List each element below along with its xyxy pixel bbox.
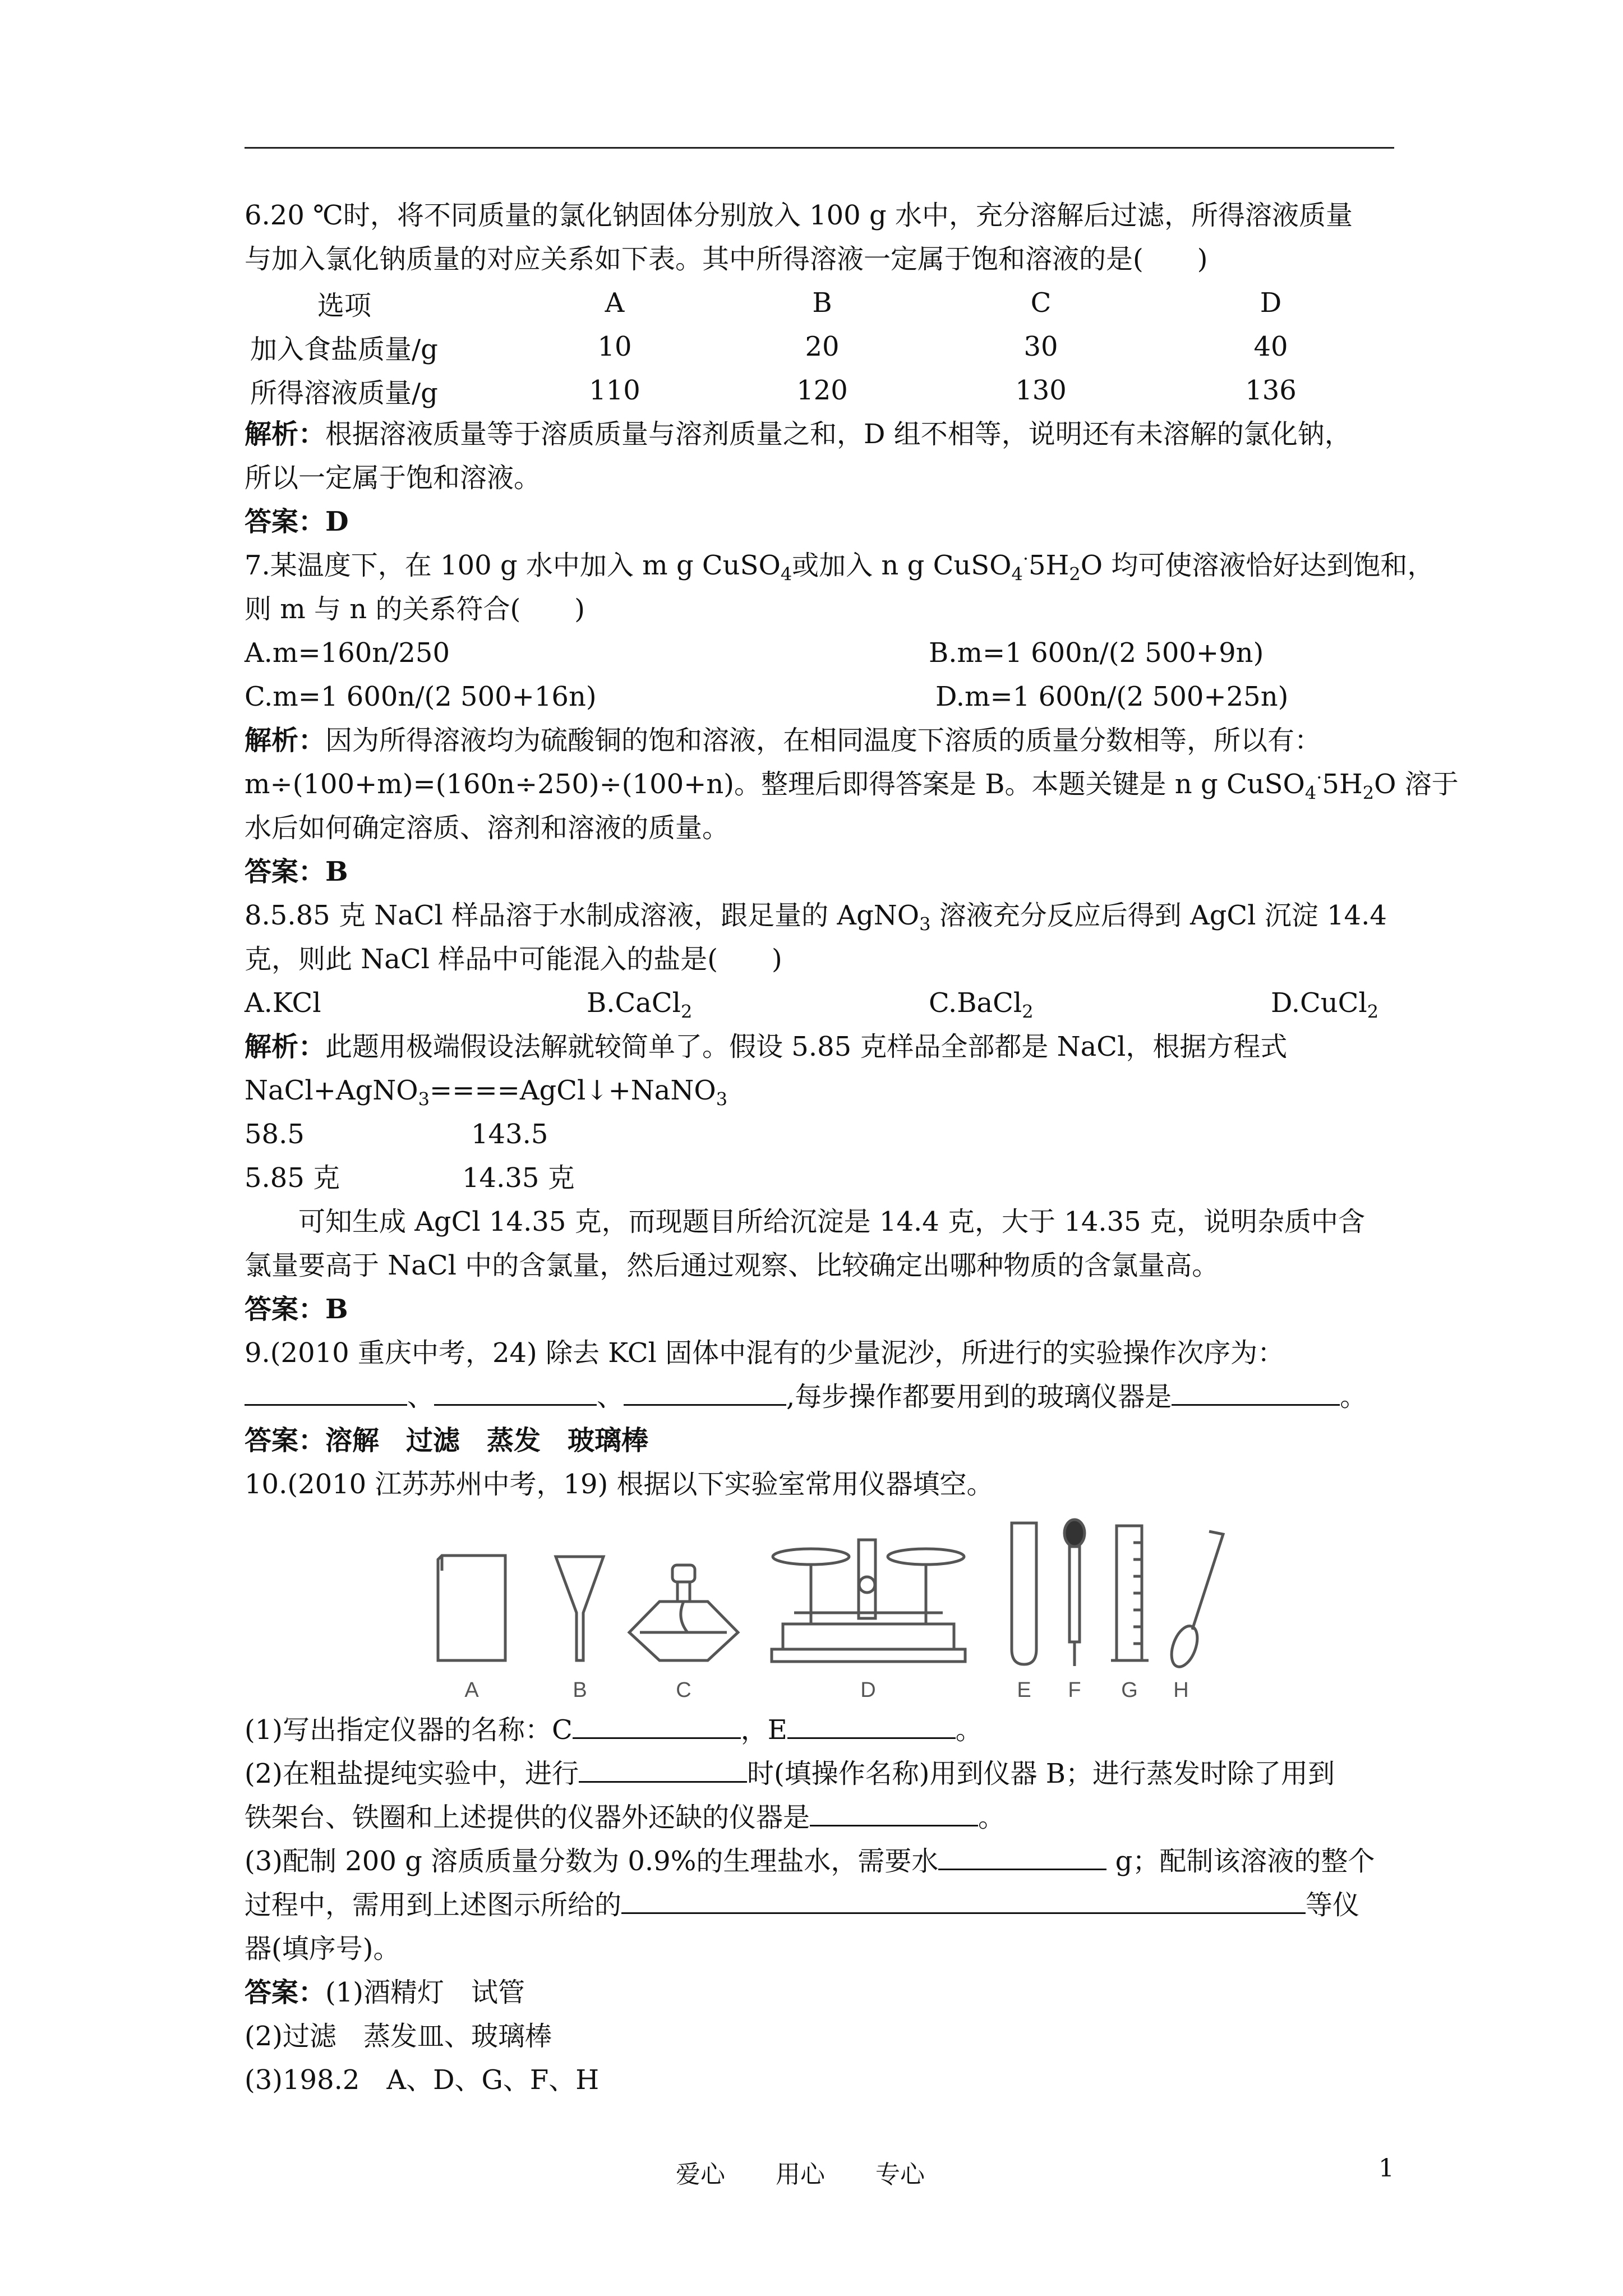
- table-cell: 加入食盐质量/g: [250, 333, 438, 365]
- answer-blank[interactable]: [245, 1382, 407, 1406]
- figure-label: C: [676, 1678, 691, 1702]
- analysis-text: 根据溶液质量等于溶质质量与溶剂质量之和，D 组不相等，说明还有未溶解的氯化钠，: [325, 418, 1352, 450]
- answer-label: 答案：: [245, 1294, 326, 1325]
- footer-word: 专心: [875, 2160, 925, 2189]
- q6-stem-line2: 与加入氯化钠质量的对应关系如下表。其中所得溶液一定属于饱和溶液的是( ): [245, 243, 1208, 275]
- q6-analysis-line2: 所以一定属于饱和溶液。: [245, 462, 541, 494]
- text: O 均可使溶液恰好达到饱和，: [1080, 550, 1435, 581]
- balance-icon: [772, 1540, 965, 1662]
- q10-part2-line1: [245, 1752, 1394, 1796]
- text: ====AgCl↓+NaNO: [430, 1075, 716, 1106]
- figure-label: H: [1173, 1678, 1189, 1702]
- text: 过程中，需用到上述图示所给的: [245, 1889, 622, 1921]
- q10-stem: 10.(2010 江苏苏州中考，19) 根据以下实验室常用仪器填空。: [245, 1469, 994, 1500]
- header-rule: [245, 147, 1394, 149]
- subscript: 4: [780, 563, 792, 585]
- table-row: [250, 369, 1389, 412]
- q8-options: [245, 981, 1394, 1025]
- q9-stem-line1: 9.(2010 重庆中考，24) 除去 KCl 固体中混有的少量泥沙，所进行的实验操作次序为：: [245, 1337, 1285, 1369]
- option-a: A.KCl: [245, 987, 321, 1019]
- q8-answer: [245, 1287, 1394, 1331]
- footer-motto: [676, 2154, 975, 2190]
- answer-blank[interactable]: [434, 1382, 597, 1406]
- text: 14.35 克: [462, 1162, 575, 1194]
- text: 58.5: [245, 1119, 305, 1150]
- table-cell: 选项: [317, 289, 372, 321]
- figure-label: B: [573, 1678, 587, 1702]
- analysis-text: 因为所得溶液均为硫酸铜的饱和溶液，在相同温度下溶质的质量分数相等，所以有：: [325, 725, 1322, 756]
- text: 143.5: [471, 1119, 548, 1150]
- q10-part3-line3: 器(填序号)。: [245, 1933, 400, 1964]
- q6-answer: [245, 500, 1394, 544]
- content: [245, 194, 1459, 2102]
- q6-table: [250, 281, 1389, 412]
- q8-analysis-line1: [245, 1025, 1394, 1069]
- text: NaCl+AgNO: [245, 1075, 418, 1106]
- q8-mass-line2: [245, 1156, 1394, 1200]
- table-cell: C: [1030, 287, 1052, 319]
- table-cell: D: [1260, 287, 1282, 319]
- subscript: 3: [919, 913, 931, 935]
- answer-text: B: [325, 856, 348, 887]
- figure-label: A: [464, 1678, 479, 1702]
- table-row: [250, 325, 1389, 369]
- answer-label: 答案：: [245, 1977, 326, 2008]
- q7-stem-line2: 则 m 与 n 的关系符合( ): [245, 593, 585, 625]
- q10-part2-line2: [245, 1796, 1394, 1839]
- subscript: 2: [1069, 563, 1081, 585]
- answer-label: 答案：: [245, 856, 326, 887]
- answer-label: 答案：: [245, 1425, 326, 1456]
- text: ，E: [740, 1714, 787, 1746]
- table-cell: A: [605, 287, 625, 319]
- q10-answer-line2: (2)过滤 蒸发皿、玻璃棒: [245, 2021, 552, 2052]
- option-b: [587, 981, 929, 1025]
- subscript: 2: [1367, 1001, 1379, 1023]
- q8-analysis-line3: 氯量要高于 NaCl 中的含氯量，然后通过观察、比较确定出哪种物质的含氯量高。: [245, 1250, 1219, 1281]
- text: 。: [1340, 1381, 1367, 1412]
- funnel-icon: [556, 1557, 603, 1660]
- answer-blank[interactable]: [1172, 1382, 1340, 1406]
- q6-analysis-line1: [245, 412, 1394, 456]
- graduated-cylinder-icon: [1111, 1526, 1149, 1660]
- text: 、: [407, 1381, 435, 1412]
- answer-blank[interactable]: [624, 1382, 786, 1406]
- q10-part1: [245, 1708, 1394, 1752]
- analysis-label: 解析：: [245, 725, 326, 756]
- answer-blank[interactable]: [787, 1715, 956, 1739]
- q7-options-row1: [245, 631, 1394, 675]
- option-d: [1271, 981, 1378, 1025]
- q8-analysis-line2: 可知生成 AgCl 14.35 克，而现题目所给沉淀是 14.4 克，大于 14.35 克，说明杂质中含: [298, 1206, 1365, 1237]
- text: 、: [597, 1381, 624, 1412]
- answer-blank[interactable]: [938, 1846, 1106, 1870]
- q9-stem-line2: [245, 1375, 1394, 1419]
- option-c: [929, 981, 1271, 1025]
- q7-analysis-line1: [245, 719, 1394, 762]
- text: 。: [955, 1714, 983, 1746]
- answer-text: 溶解 过滤 蒸发 玻璃棒: [325, 1425, 649, 1456]
- test-tube-icon: [1012, 1523, 1036, 1664]
- text: 5H: [1029, 550, 1069, 581]
- footer-word: 爱心: [676, 2160, 725, 2189]
- table-cell: 20: [805, 331, 840, 362]
- subscript: 3: [716, 1088, 728, 1110]
- answer-blank[interactable]: [573, 1715, 741, 1739]
- table-cell: 30: [1023, 331, 1058, 362]
- text: m÷(100+m)=(160n÷250)÷(100+n)。整理后即得答案是 B。本题关键是 n g CuSO: [245, 769, 1305, 800]
- table-cell: 40: [1253, 331, 1288, 362]
- text: 7.某温度下，在 100 g 水中加入 m g CuSO: [245, 550, 781, 581]
- table-cell: 所得溶液质量/g: [250, 377, 438, 409]
- apparatus-svg: [245, 1517, 1394, 1703]
- figure-label: G: [1121, 1678, 1138, 1702]
- spoon-icon: [1166, 1531, 1223, 1671]
- text: g；配制该溶液的整个: [1106, 1846, 1375, 1877]
- apparatus-figure: [245, 1517, 1394, 1703]
- table-cell: B: [812, 287, 832, 319]
- text: ,每步操作都要用到的玻璃仪器是: [786, 1381, 1172, 1412]
- q10-answer-line3: (3)198.2 A、D、G、F、H: [245, 2064, 600, 2096]
- figure-label: E: [1017, 1678, 1031, 1702]
- dropper-icon: [1064, 1520, 1085, 1666]
- text: C.BaCl: [929, 987, 1022, 1019]
- text: B.CaCl: [587, 987, 681, 1019]
- q8-stem-line2: 克，则此 NaCl 样品中可能混入的盐是( ): [245, 944, 782, 975]
- answer-text: B: [325, 1294, 348, 1325]
- text: 。: [978, 1802, 1006, 1833]
- subscript: 2: [1022, 1001, 1034, 1023]
- q7-stem-line1: [245, 544, 1435, 587]
- text: 8.5.85 克 NaCl 样品溶于水制成溶液，跟足量的 AgNO: [245, 900, 920, 931]
- q6-table-header: [250, 281, 1389, 325]
- text: D.CuCl: [1271, 987, 1367, 1019]
- q10-answer-line1: [245, 1971, 1394, 2014]
- q6-stem-line1: 6.20 ℃时，将不同质量的氯化钠固体分别放入 100 g 水中，充分溶解后过滤，所得溶液质量: [245, 200, 1353, 231]
- footer-word: 用心: [776, 2160, 825, 2189]
- text: 5H: [1322, 769, 1363, 800]
- text: (2)在粗盐提纯实验中，进行: [245, 1758, 579, 1789]
- analysis-label: 解析：: [245, 418, 326, 450]
- table-cell: 10: [597, 331, 632, 362]
- text: (3)配制 200 g 溶质质量分数为 0.9%的生理盐水，需要水: [245, 1846, 939, 1877]
- q9-answer: [245, 1419, 1394, 1462]
- option-d: D.m=1 600n/(2 500+25n): [935, 681, 1289, 712]
- answer-text: (1)酒精灯 试管: [325, 1977, 525, 2008]
- text: (1)写出指定仪器的名称：C: [245, 1714, 573, 1746]
- answer-label: 答案：: [245, 506, 326, 537]
- q8-mass-line1: [245, 1112, 1394, 1156]
- table-cell: 136: [1245, 375, 1297, 406]
- subscript: 3: [418, 1088, 430, 1110]
- answer-blank[interactable]: [810, 1802, 978, 1826]
- superscript: ·: [1316, 767, 1322, 788]
- answer-text: D: [325, 506, 349, 537]
- text: 铁架台、铁圈和上述提供的仪器外还缺的仪器是: [245, 1802, 810, 1833]
- beaker-icon: [438, 1556, 505, 1660]
- option-c: C.m=1 600n/(2 500+16n): [245, 681, 597, 712]
- option-b: B.m=1 600n/(2 500+9n): [929, 637, 1264, 669]
- text: 时(填操作名称)用到仪器 B；进行蒸发时除了用到: [747, 1758, 1335, 1789]
- q7-answer: [245, 850, 1394, 894]
- option-a: A.m=160n/250: [245, 637, 450, 669]
- answer-blank[interactable]: [621, 1890, 1306, 1914]
- subscript: 4: [1304, 782, 1317, 804]
- q8-stem-line1: [245, 894, 1394, 937]
- table-cell: 110: [589, 375, 640, 406]
- analysis-text: 此题用极端假设法解就较简单了。假设 5.85 克样品全部都是 NaCl，根据方程式: [325, 1031, 1288, 1062]
- table-cell: 120: [796, 375, 848, 406]
- answer-blank[interactable]: [579, 1759, 747, 1783]
- table-cell: 130: [1015, 375, 1067, 406]
- text: 或加入 n g CuSO: [792, 550, 1012, 581]
- figure-label: D: [860, 1678, 876, 1702]
- q10-part3-line1: [245, 1839, 1394, 1883]
- text: 溶液充分反应后得到 AgCl 沉淀 14.4: [930, 900, 1387, 931]
- q7-analysis-line3: 水后如何确定溶质、溶剂和溶液的质量。: [245, 812, 730, 844]
- q7-analysis-line2: [245, 762, 1459, 806]
- subscript: 2: [1362, 782, 1375, 804]
- analysis-label: 解析：: [245, 1031, 326, 1062]
- subscript: 2: [680, 1001, 693, 1023]
- text: O 溶于: [1374, 769, 1459, 800]
- text: 5.85 克: [245, 1162, 340, 1194]
- q10-part3-line2: [245, 1883, 1394, 1927]
- figure-label: F: [1068, 1678, 1081, 1702]
- q8-equation: [245, 1069, 1394, 1112]
- q7-options-row2: [245, 675, 1394, 719]
- alcohol-lamp-icon: [629, 1565, 738, 1660]
- text: 等仪: [1306, 1889, 1360, 1921]
- superscript: ·: [1022, 548, 1029, 569]
- page-number: 1: [1378, 2154, 1394, 2183]
- subscript: 4: [1011, 563, 1023, 585]
